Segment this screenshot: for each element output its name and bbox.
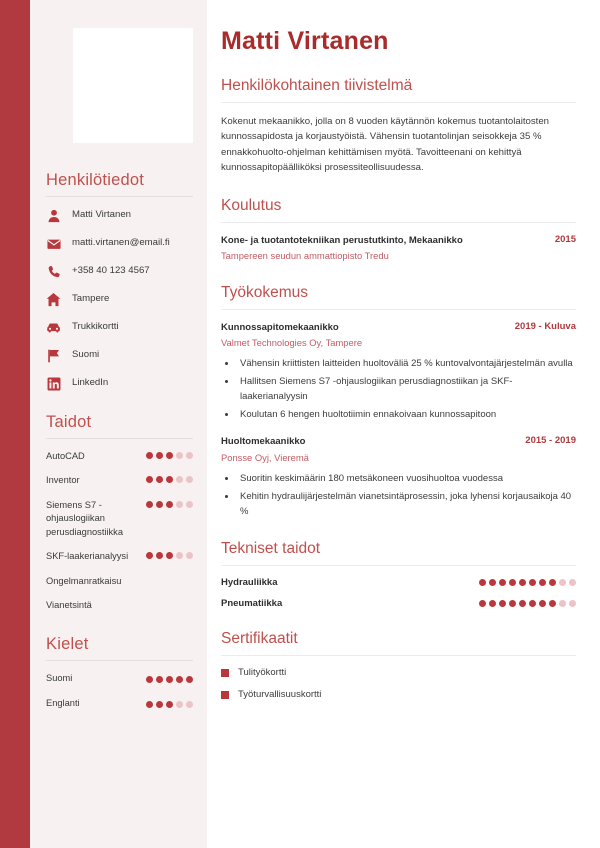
summary-section xyxy=(221,77,576,176)
rating-dot xyxy=(186,552,193,559)
rating-dot xyxy=(176,476,183,483)
skill-name: SKF-laakerianalyysi xyxy=(46,551,129,562)
entry-header xyxy=(221,234,576,248)
education-entry xyxy=(221,234,576,263)
contact-text: matti.virtanen@email.fi xyxy=(72,237,170,249)
certificates-section xyxy=(221,630,576,700)
contact-row[interactable] xyxy=(46,376,193,391)
entry-header xyxy=(221,321,576,335)
languages-heading: Kielet xyxy=(46,634,89,653)
experience-list xyxy=(221,321,576,520)
rating-dots xyxy=(146,550,193,559)
rating-dot xyxy=(549,600,556,607)
rating-dot xyxy=(186,676,193,683)
rating-dot xyxy=(176,501,183,508)
rating-dots xyxy=(146,474,193,483)
divider xyxy=(46,660,193,661)
skill-name: AutoCAD xyxy=(46,451,85,461)
rating-dots xyxy=(479,579,576,586)
contact-text: +358 40 123 4567 xyxy=(72,265,150,277)
square-bullet-icon xyxy=(221,691,229,699)
phone-icon xyxy=(46,264,61,279)
summary-text: Kokenut mekaanikko, jolla on 8 vuoden käytännön kokemus tuotantolaitosten kunnossapidosta ja korjaustyöistä. Vähensin tuotantolinjan seisokkeja 35 % ennakkohuolto-ohjelman kehittämisen myötä. Tavoitteenani on kehittyä kunnossapitopäälliköksi prosessiteollisuudessa. xyxy=(221,115,550,174)
personal-details-section xyxy=(46,171,193,391)
home-icon xyxy=(46,292,61,307)
experience-heading: Työkokemus xyxy=(221,283,309,301)
rating-dot xyxy=(166,676,173,683)
experience-section xyxy=(221,284,576,520)
divider xyxy=(221,222,576,223)
rating-dot xyxy=(166,701,173,708)
contact-list xyxy=(46,208,193,391)
skills-list xyxy=(46,450,193,613)
job-bullet: • Suoritin keskimäärin 180 metsäkoneen vuosihuoltoa vuodessa xyxy=(237,472,576,487)
certificate-name: Tulityökortti xyxy=(238,667,287,679)
contact-row[interactable] xyxy=(46,208,193,223)
education-date: 2015 xyxy=(554,233,576,245)
education-institution: Tampereen seudun ammattiopisto Tredu xyxy=(221,250,389,262)
certificate-row xyxy=(221,667,576,678)
rating-dot xyxy=(166,452,173,459)
job-bullet-list xyxy=(237,472,576,519)
rating-dot xyxy=(519,600,526,607)
rating-dot xyxy=(519,579,526,586)
divider xyxy=(221,655,576,656)
profile-photo-placeholder xyxy=(73,28,193,143)
rating-dot xyxy=(499,579,506,586)
certificates-list xyxy=(221,667,576,700)
rating-dot xyxy=(529,600,536,607)
rating-dot xyxy=(559,579,566,586)
job-title: Huoltomekaanikko xyxy=(221,436,306,448)
main-content xyxy=(207,0,600,848)
rating-dot xyxy=(156,676,163,683)
contact-text: Trukkikortti xyxy=(72,321,119,333)
skill-row xyxy=(46,550,193,563)
divider xyxy=(46,438,193,439)
technical-skill-name: Hydrauliikka xyxy=(221,577,278,589)
certificate-row xyxy=(221,689,576,700)
rating-dot xyxy=(186,701,193,708)
skill-name: Siemens S7 -ohjauslogiikan perusdiagnostiikka xyxy=(46,499,124,537)
rating-dot xyxy=(176,552,183,559)
contact-text: Tampere xyxy=(72,293,110,305)
rating-dot xyxy=(146,501,153,508)
rating-dots xyxy=(479,600,576,607)
rating-dot xyxy=(146,676,153,683)
rating-dot xyxy=(549,579,556,586)
rating-dot xyxy=(176,452,183,459)
education-list xyxy=(221,234,576,263)
divider xyxy=(221,102,576,103)
person-icon xyxy=(46,208,61,223)
flag-icon xyxy=(46,348,61,363)
rating-dot xyxy=(529,579,536,586)
education-heading: Koulutus xyxy=(221,196,282,214)
contact-row[interactable] xyxy=(46,348,193,363)
skill-row xyxy=(46,575,193,588)
rating-dot xyxy=(499,600,506,607)
skill-name: Ongelmanratkaisu xyxy=(46,575,122,586)
rating-dot xyxy=(146,452,153,459)
rating-dot xyxy=(166,501,173,508)
language-name: Suomi xyxy=(46,672,73,683)
linkedin-icon xyxy=(46,376,61,391)
experience-entry xyxy=(221,435,576,519)
skill-name: Inventor xyxy=(46,475,80,486)
rating-dots xyxy=(146,450,193,459)
language-row xyxy=(46,697,193,710)
car-icon xyxy=(46,320,61,335)
rating-dot xyxy=(156,552,163,559)
sidebar xyxy=(30,0,207,848)
language-name: Englanti xyxy=(46,698,80,709)
rating-dot xyxy=(489,579,496,586)
contact-row[interactable] xyxy=(46,320,193,335)
rating-dot xyxy=(509,600,516,607)
contact-text: Matti Virtanen xyxy=(72,209,132,221)
rating-dots xyxy=(146,699,193,708)
rating-dots xyxy=(146,674,193,683)
language-row xyxy=(46,672,193,685)
rating-dot xyxy=(156,701,163,708)
languages-list xyxy=(46,672,193,711)
contact-text: LinkedIn xyxy=(72,377,109,389)
skill-row xyxy=(46,450,193,463)
rating-dot xyxy=(186,452,193,459)
rating-dot xyxy=(489,600,496,607)
rating-dot xyxy=(509,579,516,586)
entry-header xyxy=(221,435,576,449)
square-bullet-icon xyxy=(221,669,229,677)
rating-dot xyxy=(176,701,183,708)
certificates-heading: Sertifikaatit xyxy=(221,630,298,648)
contact-row[interactable] xyxy=(46,292,193,307)
certificate-name: Työturvallisuuskortti xyxy=(238,689,322,701)
skill-name: Vianetsintä xyxy=(46,600,92,611)
job-bullet: • Kehitin hydraulijärjestelmän vianetsintäprosessin, joka lyhensi korjausaikoja 40 % xyxy=(237,490,576,519)
job-employer: Valmet Technologies Oy, Tampere xyxy=(221,337,363,349)
divider xyxy=(221,565,576,566)
rating-dot xyxy=(156,452,163,459)
education-title: Kone- ja tuotantotekniikan perustutkinto, Mekaanikko xyxy=(221,234,463,246)
technical-skill-row xyxy=(221,598,576,609)
skills-section xyxy=(46,413,193,613)
skill-row xyxy=(46,474,193,487)
rating-dot xyxy=(176,676,183,683)
job-employer: Ponsse Oyj, Vieremä xyxy=(221,452,309,464)
rating-dot xyxy=(539,579,546,586)
rating-dot xyxy=(166,476,173,483)
rating-dot xyxy=(146,476,153,483)
rating-dot xyxy=(156,501,163,508)
technical-skills-list xyxy=(221,577,576,609)
technical-skills-heading: Tekniset taidot xyxy=(221,540,321,558)
contact-row[interactable] xyxy=(46,236,193,251)
technical-skills-section xyxy=(221,540,576,609)
technical-skill-row xyxy=(221,577,576,588)
rating-dot xyxy=(539,600,546,607)
job-date: 2015 - 2019 xyxy=(525,435,576,447)
job-bullet-list xyxy=(237,357,576,422)
technical-skill-name: Pneumatiikka xyxy=(221,598,283,610)
rating-dot xyxy=(479,600,486,607)
contact-row[interactable] xyxy=(46,264,193,279)
rating-dot xyxy=(146,552,153,559)
job-title: Kunnossapitomekaanikko xyxy=(221,321,339,333)
rating-dot xyxy=(166,552,173,559)
divider xyxy=(46,196,193,197)
skill-row xyxy=(46,599,193,612)
summary-heading: Henkilökohtainen tiivistelmä xyxy=(221,76,413,94)
rating-dots xyxy=(146,499,193,508)
rating-dot xyxy=(479,579,486,586)
divider xyxy=(221,309,576,310)
rating-dot xyxy=(186,476,193,483)
candidate-name: Matti Virtanen xyxy=(221,27,389,55)
envelope-icon xyxy=(46,236,61,251)
job-bullet: • Hallitsen Siemens S7 -ohjauslogiikan perusdiagnostiikan ja SKF-laakerianalyysin xyxy=(237,375,576,404)
rating-dot xyxy=(559,600,566,607)
rating-dot xyxy=(186,501,193,508)
rating-dot xyxy=(569,579,576,586)
job-bullet: • Koulutan 6 hengen huoltotiimin ennakoivaan kunnossapitoon xyxy=(237,408,576,423)
languages-section xyxy=(46,635,193,711)
accent-stripe xyxy=(0,0,30,848)
rating-dot xyxy=(569,600,576,607)
personal-details-heading: Henkilötiedot xyxy=(46,171,144,189)
experience-entry xyxy=(221,321,576,423)
education-section xyxy=(221,197,576,263)
skill-row xyxy=(46,499,193,539)
job-date: 2019 - Kuluva xyxy=(514,320,576,332)
job-bullet: • Vähensin kriittisten laitteiden huoltoväliä 25 % kuntovalvontajärjestelmän avulla xyxy=(237,357,576,372)
skills-heading: Taidot xyxy=(46,413,92,431)
rating-dot xyxy=(146,701,153,708)
contact-text: Suomi xyxy=(72,349,100,361)
rating-dot xyxy=(156,476,163,483)
